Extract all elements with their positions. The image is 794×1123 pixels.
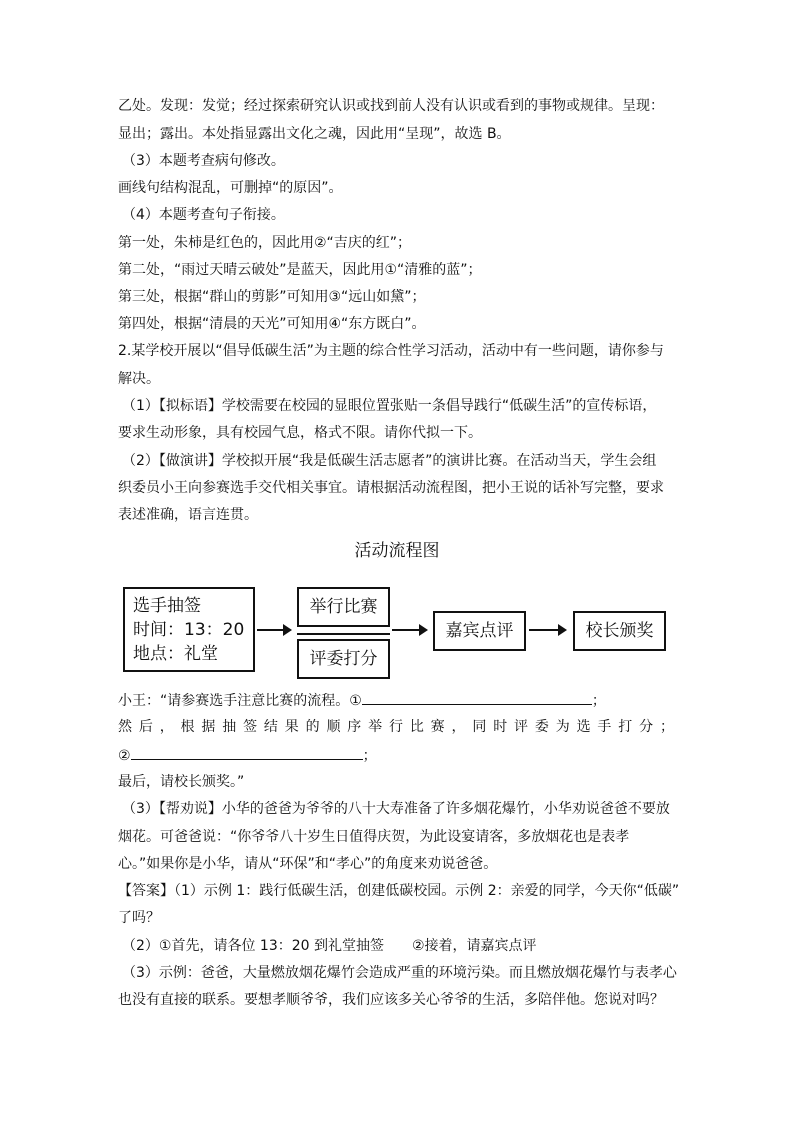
speech-char: 评 [514, 719, 529, 735]
speech-char: 打 [618, 719, 633, 735]
text-line: 解决。 [118, 371, 160, 387]
flow-box-label: 举行比赛 [309, 597, 378, 617]
text-line: 显出；露出。本处指显露出文化之魂，因此用“呈现”，故选 B。 [118, 126, 511, 142]
text-line: （3）【帮劝说】小华的爸爸为爷爷的八十大寿准备了许多烟花爆竹，小华劝说爸爸不要放 [122, 801, 670, 817]
text-line: 第三处，根据“群山的剪影”可知用③“远山如黛”； [118, 289, 426, 305]
answer-line: 【答案】（1）示例 1：践行低碳生活，创建低碳校园。示例 2：亲爱的同学，今天你“低碳” [118, 883, 680, 899]
text-line: （3）本题考查病句修改。 [122, 153, 285, 169]
text-line: 乙处。发现：发觉；经过探索研究认识或找到前人没有认识或看到的事物或规律。呈现： [118, 98, 664, 114]
flow-box-principal-award [573, 611, 666, 651]
speech-char: 果 [284, 719, 299, 735]
speech-char: 序 [347, 719, 362, 735]
flow-box-guest-review [433, 611, 526, 651]
flow-box-line: 地点：礼堂 [133, 644, 218, 664]
flow-divider [297, 633, 390, 635]
flow-box-hold-contest [297, 587, 390, 627]
blank-label: ② [118, 748, 131, 764]
answer-line: （3）示例：爸爸，大量燃放烟花爆竹会造成严重的环境污染。而且燃放烟花爆竹与表孝心 [122, 965, 677, 981]
answer-blank-1[interactable] [362, 690, 592, 705]
speech-line-justified [118, 717, 674, 737]
speech-char: 委 [534, 719, 549, 735]
answer-blank-2[interactable] [131, 745, 363, 760]
speech-char: 后 [138, 719, 153, 735]
speech-char: 据 [201, 719, 216, 735]
text-line: 画线句结构混乱，可删掉“的原因”。 [118, 180, 343, 196]
speech-char: 举 [368, 719, 383, 735]
speech-char: 赛 [430, 719, 445, 735]
question-heading: 2.某学校开展以“倡导低碳生活”为主题的综合性学习活动，活动中有一些问题，请你参与 [118, 343, 664, 359]
flow-box-line: 时间：13：20 [133, 620, 245, 640]
speech-char: 抽 [222, 719, 237, 735]
text-line: 烟花。可爸爸说：“你爷爷八十岁生日值得庆贺，为此设宴请客，多放烟花也是表孝 [118, 829, 630, 845]
text-line: 要求生动形象，具有校园气息，格式不限。请你代拟一下。 [118, 425, 482, 441]
answer-line: （2）①首先，请各位 13：20 到礼堂抽签 ②接着，请嘉宾点评 [122, 938, 537, 954]
speech-char: 然 [118, 719, 132, 735]
answer-line: 了吗？ [118, 910, 160, 926]
speech-intro: 小王：“请参赛选手注意比赛的流程。① [118, 693, 362, 709]
speech-punct: ； [591, 693, 606, 709]
speech-line [118, 690, 678, 711]
text-line: 第二处，“雨过天晴云破处”是蓝天，因此用①“清雅的蓝”； [118, 262, 482, 278]
speech-char: 行 [388, 719, 403, 735]
text-line: 表述准确，语言连贯。 [118, 507, 258, 523]
text-line: 心。”如果你是小华，请从“环保”和“孝心”的角度来劝说爸爸。 [118, 856, 498, 872]
speech-char: ， [159, 719, 174, 735]
speech-char: 为 [555, 719, 570, 735]
speech-char: ； [659, 719, 674, 735]
speech-char: 分 [639, 719, 654, 735]
flow-arrow [392, 629, 426, 631]
flow-box-label: 嘉宾点评 [445, 621, 514, 641]
flowchart-title: 活动流程图 [354, 541, 440, 561]
speech-char: 结 [263, 719, 278, 735]
text-line: 织委员小王向参赛选手交代相关事宜。请根据活动流程图，把小王说的话补写完整，要求 [118, 480, 664, 496]
speech-char: 签 [243, 719, 258, 735]
flow-box-label: 校长颁奖 [585, 621, 654, 641]
speech-char: 同 [472, 719, 487, 735]
text-line: （2）【做演讲】学校拟开展“我是低碳生活志愿者”的演讲比赛。在活动当天，学生会组 [122, 453, 657, 469]
text-line: 第一处，朱柿是红色的，因此用②“吉庆的红”； [118, 235, 412, 251]
flow-box-draw-lots [123, 587, 255, 672]
speech-line [118, 745, 678, 766]
flow-box-judges-score [297, 639, 390, 679]
text-line: （1）【拟标语】学校需要在校园的显眼位置张贴一条倡导践行“低碳生活”的宣传标语， [122, 398, 657, 414]
speech-char: 时 [493, 719, 508, 735]
speech-char: 顺 [326, 719, 341, 735]
flow-arrow [529, 629, 565, 631]
flow-box-label: 评委打分 [309, 649, 378, 669]
flow-arrow [257, 629, 290, 631]
speech-punct: ； [362, 748, 377, 764]
text-line: 第四处，根据“清晨的天光”可知用④“东方既白”。 [118, 316, 426, 332]
answer-line: 也没有直接的联系。要想孝顺爷爷，我们应该多关心爷爷的生活，多陪伴他。您说对吗？ [118, 992, 664, 1008]
speech-char: 根 [180, 719, 195, 735]
speech-char: ， [451, 719, 466, 735]
speech-char: 的 [305, 719, 320, 735]
speech-char: 选 [576, 719, 591, 735]
flow-box-line: 选手抽签 [133, 596, 201, 616]
speech-char: 比 [409, 719, 424, 735]
text-line: （4）本题考查句子衔接。 [122, 207, 285, 223]
speech-char: 手 [597, 719, 612, 735]
speech-line: 最后，请校长颁奖。” [118, 774, 245, 790]
